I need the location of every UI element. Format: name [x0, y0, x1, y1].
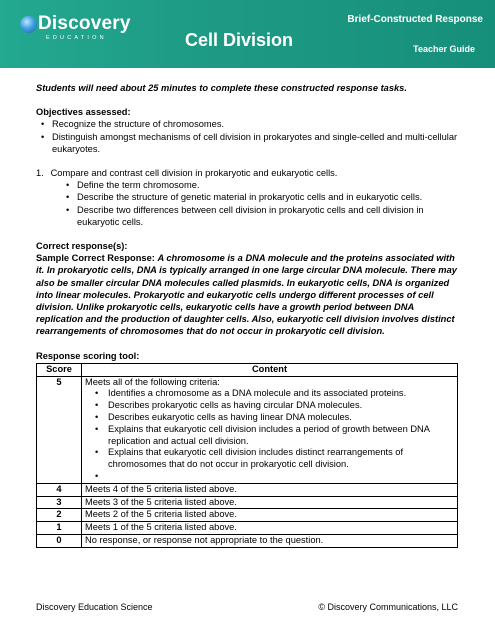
globe-icon [20, 16, 37, 33]
content-cell: Meets 3 of the 5 criteria listed above. [82, 496, 458, 509]
objectives-heading: Objectives assessed: [36, 107, 131, 118]
page-header [0, 0, 495, 68]
score-cell: 4 [37, 483, 82, 496]
logo-text: Discovery [38, 13, 131, 34]
score-cell: 0 [37, 535, 82, 548]
response-type-label: Brief-Constructed Response [347, 14, 483, 25]
score-cell: 1 [37, 522, 82, 535]
footer-left: Discovery Education Science [36, 602, 153, 612]
page-footer [36, 602, 458, 612]
intro-text: Students will need about 25 minutes to complete these constructed response tasks. [36, 83, 407, 93]
table-row [37, 509, 458, 522]
table-row [37, 483, 458, 496]
content-cell: Meets 2 of the 5 criteria listed above. [82, 509, 458, 522]
criteria-list [85, 388, 454, 482]
discovery-education-logo [20, 14, 131, 41]
objectives-list [36, 118, 458, 155]
logo-subtext: EDUCATION [46, 35, 107, 41]
footer-copyright: © Discovery Communications, LLC [318, 602, 458, 612]
list-item: • Recognize the structure of chromosomes. [36, 118, 458, 130]
list-item: • Define the term chromosome. [66, 179, 458, 191]
scoring-heading: Response scoring tool: [36, 350, 140, 361]
question-subitems [66, 179, 458, 228]
list-item: • Describe the structure of genetic material in prokaryotic cells and in eukaryotic cells. [66, 191, 458, 203]
list-item: • Identifies a chromosome as a DNA molecule and its associated proteins. [85, 388, 454, 400]
score-column-header: Score [37, 363, 82, 376]
score-cell: 2 [37, 509, 82, 522]
content-cell [82, 376, 458, 483]
guide-label: Teacher Guide [413, 44, 475, 54]
sample-response [36, 252, 458, 337]
list-item [85, 471, 454, 483]
table-header-row [37, 363, 458, 376]
question-number: 1. [36, 168, 44, 179]
content-cell: Meets 4 of the 5 criteria listed above. [82, 483, 458, 496]
correct-response-heading: Correct response(s): [36, 241, 128, 252]
table-row [37, 522, 458, 535]
content-cell: Meets 1 of the 5 criteria listed above. [82, 522, 458, 535]
table-row [37, 376, 458, 483]
scoring-table [36, 363, 458, 548]
criteria-intro: Meets all of the following criteria: [85, 376, 220, 387]
list-item: • Describes eukaryotic cells as having linear DNA molecules. [85, 412, 454, 424]
score-cell: 3 [37, 496, 82, 509]
question-prompt: Compare and contrast cell division in prokaryotic and eukaryotic cells. [50, 168, 338, 179]
table-row [37, 535, 458, 548]
sample-label: Sample Correct Response: [36, 253, 155, 264]
score-cell: 5 [37, 376, 82, 483]
document-body [36, 82, 458, 548]
table-row [37, 496, 458, 509]
content-column-header: Content [82, 363, 458, 376]
page-title: Cell Division [185, 30, 294, 50]
content-cell: No response, or response not appropriate to the question. [82, 535, 458, 548]
sample-text: A chromosome is a DNA molecule and the proteins associated with it. In prokaryotic cells, DNA is typically arranged in one large circular DNA molecule. There may also be smaller circular DNA molecules called plasmids. In eukaryotic cells, DNA is organized into linear molecules. Prokaryotic and eukaryotic cells undergo different processes of cell division. Unlike prokaryotic cells, eukaryotic cells have a growth period between DNA replication and the production of daughter cells. Also, eukaryotic cell division involves distinct rearrangements of chromosomes that do not occur in prokaryotic cell division. [36, 253, 457, 337]
list-item: • Explains that eukaryotic cell division includes distinct rearrangements of chromosomes that do not occur in prokaryotic cell division. [85, 447, 454, 471]
question-text [36, 167, 458, 179]
list-item: • Explains that eukaryotic cell division includes a period of growth between DNA replication and actual cell division. [85, 424, 454, 448]
list-item: • Describe two differences between cell division in prokaryotic cells and cell division in eukaryotic cells. [66, 204, 458, 228]
list-item: • Describes prokaryotic cells as having circular DNA molecules. [85, 400, 454, 412]
list-item: • Distinguish amongst mechanisms of cell division in prokaryotes and single-celled and multi-cellular eukaryotes. [36, 131, 458, 155]
